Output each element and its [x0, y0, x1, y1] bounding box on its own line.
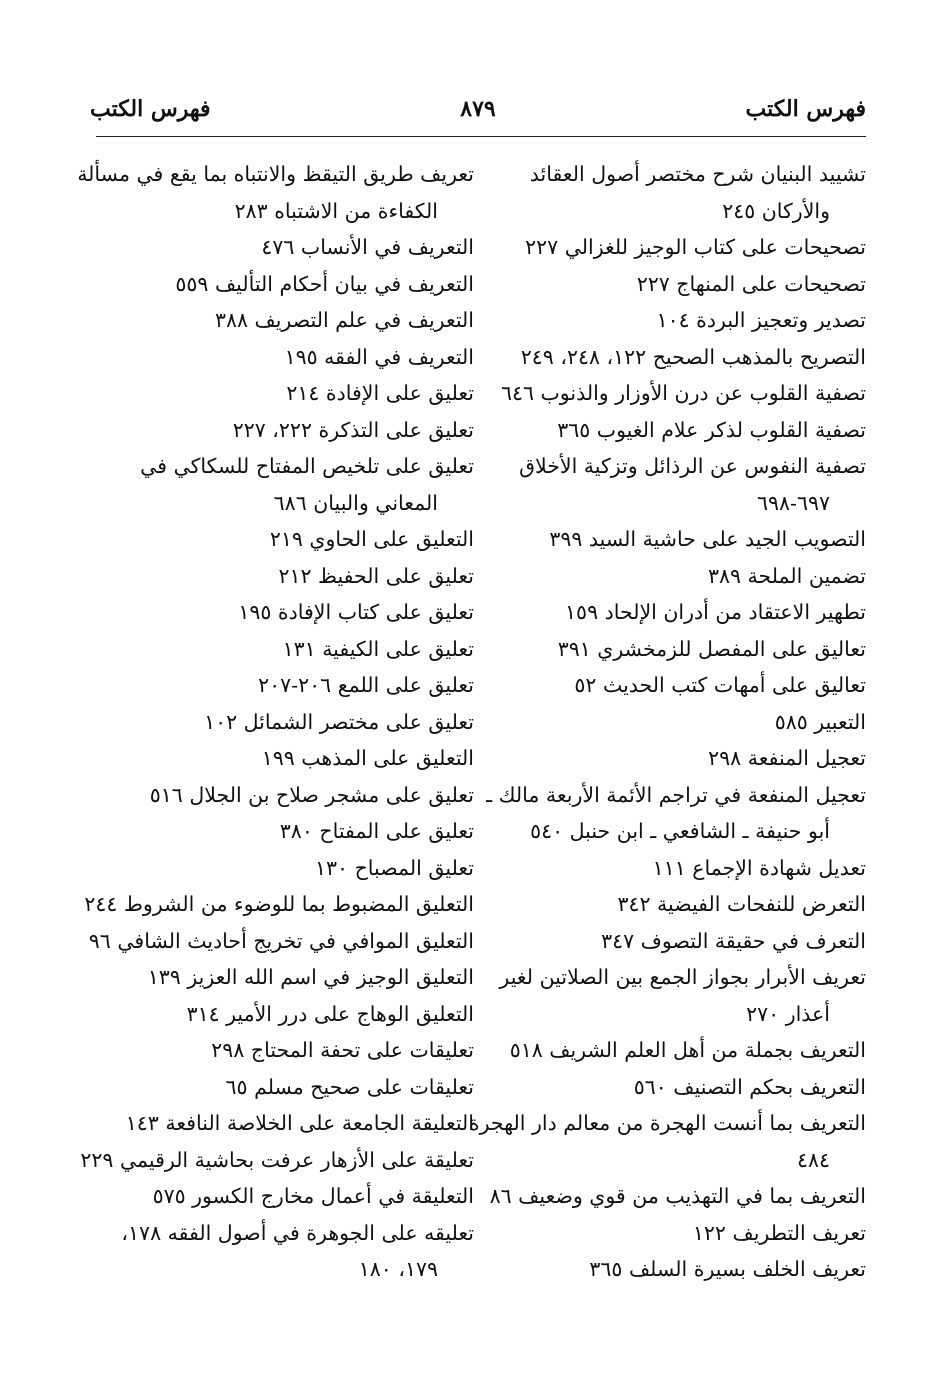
index-entry	[96, 521, 474, 558]
index-entry-continuation: أعذار ٢٧٠	[746, 1001, 830, 1026]
index-entry	[488, 266, 866, 303]
index-entry	[488, 1215, 866, 1252]
header-rule	[96, 136, 866, 137]
index-entry-title: التعرض للنفحات الفيضية ٣٤٢	[617, 892, 866, 916]
index-entry	[488, 229, 866, 266]
index-entry	[96, 375, 474, 412]
index-entry	[96, 740, 474, 777]
index-entry	[488, 886, 866, 923]
index-entry	[488, 375, 866, 412]
index-entry-title: تعاليق على أمهات كتب الحديث ٥٢	[574, 673, 866, 697]
index-entry-title: التعليق على المذهب ١٩٩	[261, 746, 474, 770]
index-entry	[96, 558, 474, 595]
index-entry	[488, 448, 866, 521]
page-header	[90, 96, 866, 136]
index-entry-continuation: ١٧٩، ١٨٠	[358, 1257, 438, 1281]
running-title-left: فهرس الكتب	[90, 96, 211, 122]
index-entry	[96, 813, 474, 850]
index-entry	[488, 959, 866, 1032]
index-entry-continuation: المعاني والبيان ٦٨٦	[273, 490, 438, 515]
index-entry	[488, 594, 866, 631]
index-entry-continuation: ٦٩٧-٦٩٨	[756, 490, 830, 515]
index-entry	[96, 959, 474, 996]
index-entry-title: التعليق المضبوط بما للوضوء من الشروط ٢٤٤	[84, 892, 474, 916]
index-entry	[96, 1178, 474, 1215]
index-entry	[468, 1105, 866, 1178]
index-entry-title: التعليق الوجيز في اسم الله العزيز ١٣٩	[147, 965, 474, 989]
index-entry-title: تعليق على الكيفية ١٣١	[282, 636, 474, 661]
index-entry	[488, 412, 866, 449]
index-entry	[96, 229, 474, 266]
index-entry-title: تعريف الخلف بسيرة السلف ٣٦٥	[589, 1257, 866, 1281]
index-entry	[488, 777, 866, 850]
index-entry	[488, 667, 866, 704]
index-entry-title: تشييد البنيان شرح مختصر أصول العقائد	[529, 162, 866, 186]
index-entry	[96, 850, 474, 887]
index-entry-title: تعليق على كتاب الإفادة ١٩٥	[238, 600, 474, 624]
index-entry-title: تضمين الملحة ٣٨٩	[707, 563, 866, 588]
index-entry	[488, 631, 866, 668]
index-entry	[96, 777, 474, 814]
index-entry-title: تعليق على تلخيص المفتاح للسكاكي في	[140, 454, 474, 478]
index-entry	[96, 1032, 474, 1069]
index-entry-title: تعريف الأبرار بجواز الجمع بين الصلاتين لغير	[499, 965, 866, 989]
index-entry	[96, 412, 474, 449]
index-entry	[96, 996, 474, 1033]
index-entry-continuation: والأركان ٢٤٥	[722, 198, 830, 223]
index-entry	[96, 1105, 474, 1142]
index-entry	[96, 594, 474, 631]
index-entry-title: تصحيحات على المنهاج ٢٢٧	[636, 271, 866, 296]
index-entry	[96, 448, 474, 521]
index-entry	[488, 339, 866, 376]
running-title-right: فهرس الكتب	[745, 96, 866, 122]
index-entry-title: تعليق على الإفادة ٢١٤	[286, 381, 474, 405]
index-entry	[84, 886, 474, 923]
index-entry-title: التعليق على الحاوي ٢١٩	[269, 527, 474, 551]
index-entry	[488, 923, 866, 960]
index-entry	[96, 339, 474, 376]
index-entry-title: التصريح بالمذهب الصحيح ١٢٢، ٢٤٨، ٢٤٩	[520, 344, 866, 369]
index-entry-title: تعليق على المفتاح ٣٨٠	[279, 819, 474, 843]
index-entry	[96, 704, 474, 741]
index-entry-title: تعليق على مختصر الشمائل ١٠٢	[204, 709, 474, 734]
index-entry	[488, 1251, 866, 1288]
index-entry-title: التعريف بما أنست الهجرة من معالم دار الهجرة	[468, 1111, 866, 1135]
index-entry	[488, 1178, 866, 1215]
index-entry-title: تصدير وتعجيز البردة ١٠٤	[656, 308, 866, 332]
index-entry-title: تعليق على مشجر صلاح بن الجلال ٥١٦	[149, 782, 474, 807]
index-entry-title: التعريف بجملة من أهل العلم الشريف ٥١٨	[509, 1038, 866, 1062]
index-entry-title: التعليقة الجامعة على الخلاصة النافعة ١٤٣	[125, 1111, 474, 1135]
index-entry-title: تعليقه على الجوهرة في أصول الفقه ١٧٨،	[121, 1220, 474, 1245]
index-entry-title: تعديل شهادة الإجماع ١١١	[652, 855, 866, 880]
index-entry	[96, 302, 474, 339]
index-entry-title: التعبير ٥٨٥	[774, 709, 866, 734]
index-entry-title: تصفية القلوب عن درن الأوزار والذنوب ٦٤٦	[500, 381, 866, 405]
index-entry-title: التعريف في الفقه ١٩٥	[284, 344, 474, 369]
index-entry-title: تعليق على التذكرة ٢٢٢، ٢٢٧	[232, 417, 474, 442]
index-entry-title: التعريف في بيان أحكام التأليف ٥٥٩	[175, 271, 474, 296]
index-entry-continuation: الكفاءة من الاشتباه ٢٨٣	[234, 198, 438, 223]
index-entry-title: تعليقة على الأزهار عرفت بحاشية الرقيمي ٢٢٩	[80, 1147, 474, 1172]
index-entry-continuation: ٤٨٤	[796, 1147, 830, 1172]
index-entry-title: التعريف بما في التهذيب من قوي وضعيف ٨٦	[489, 1184, 866, 1208]
index-entry	[488, 850, 866, 887]
index-entry-title: تعريف التطريف ١٢٢	[692, 1220, 866, 1245]
index-entry-title: تطهير الاعتقاد من أدران الإلحاد ١٥٩	[565, 600, 866, 624]
index-entry-title: تعليقات على تحفة المحتاج ٢٩٨	[211, 1038, 474, 1062]
index-entry	[488, 302, 866, 339]
index-entry-title: تعجيل المنفعة ٢٩٨	[708, 746, 866, 770]
index-entry	[80, 1142, 474, 1179]
index-column-left	[77, 156, 474, 1288]
index-entry-title: تعليق على الحفيظ ٢١٢	[278, 563, 474, 588]
index-entry-title: تعليقات على صحيح مسلم ٦٥	[225, 1074, 474, 1099]
index-entry	[88, 923, 474, 960]
index-entry	[488, 1069, 866, 1106]
index-entry-title: التعليقة في أعمال مخارج الكسور ٥٧٥	[152, 1184, 474, 1208]
index-entry	[77, 156, 474, 229]
index-entry	[488, 1032, 866, 1069]
index-entry-title: تعليق على اللمع ٢٠٦-٢٠٧	[258, 673, 474, 697]
index-entry-title: تعريف طريق التيقظ والانتباه بما يقع في مسألة	[77, 162, 474, 186]
index-entry	[96, 667, 474, 704]
index-entry	[96, 266, 474, 303]
index-entry-title: التعريف في علم التصريف ٣٨٨	[214, 308, 474, 332]
index-entry	[488, 558, 866, 595]
index-entry	[96, 1215, 474, 1288]
index-entry	[488, 740, 866, 777]
index-entry	[488, 521, 866, 558]
index-entry-title: التعليق الوهاج على درر الأمير ٣١٤	[186, 1001, 474, 1026]
index-entry	[96, 631, 474, 668]
index-entry-title: تعاليق على المفصل للزمخشري ٣٩١	[557, 636, 866, 661]
index-entry-continuation: أبو حنيفة ـ الشافعي ـ ابن حنبل ٥٤٠	[530, 819, 830, 843]
index-entry-title: تصفية القلوب لذكر علام الغيوب ٣٦٥	[557, 417, 866, 442]
index-entry-title: تعليق المصباح ١٣٠	[315, 855, 474, 880]
index-entry	[488, 156, 866, 229]
index-entry-title: التعرف في حقيقة التصوف ٣٤٧	[601, 928, 866, 953]
index-entry-title: تصفية النفوس عن الرذائل وتزكية الأخلاق	[519, 454, 866, 478]
page-number: ٨٧٩	[460, 96, 496, 122]
index-entry-title: التصويب الجيد على حاشية السيد ٣٩٩	[549, 527, 866, 551]
index-entry-title: التعليق الموافي في تخريج أحاديث الشافي ٩٦	[88, 928, 474, 953]
index-entry-title: التعريف بحكم التصنيف ٥٦٠	[633, 1074, 866, 1099]
index-entry	[488, 704, 866, 741]
index-entry-title: التعريف في الأنساب ٤٧٦	[261, 235, 474, 259]
index-entry	[96, 1069, 474, 1106]
index-entry-title: تعجيل المنفعة في تراجم الأئمة الأربعة مالك ـ	[486, 782, 866, 807]
index-entry-title: تصحيحات على كتاب الوجيز للغزالي ٢٢٧	[525, 235, 866, 259]
index-column-right	[468, 156, 866, 1288]
